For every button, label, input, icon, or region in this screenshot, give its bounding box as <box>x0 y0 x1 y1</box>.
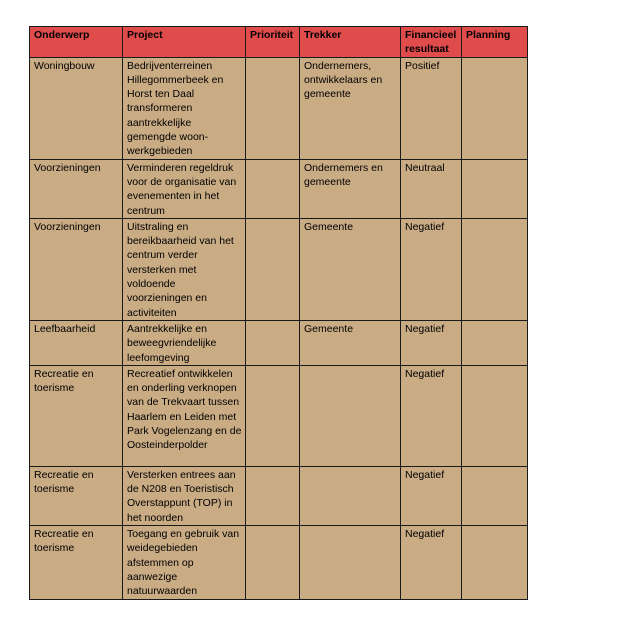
table-row <box>30 57 528 159</box>
cell-financieel-resultaat: Neutraal <box>401 159 462 218</box>
cell-trekker: Gemeente <box>300 218 401 320</box>
cell-onderwerp: Leefbaarheid <box>30 320 123 365</box>
header-trekker: Trekker <box>300 27 401 58</box>
cell-onderwerp: Voorzieningen <box>30 159 123 218</box>
cell-prioriteit <box>246 365 300 466</box>
table-row <box>30 320 528 365</box>
cell-onderwerp: Voorzieningen <box>30 218 123 320</box>
cell-financieel-resultaat: Positief <box>401 57 462 159</box>
cell-project: Recreatief ontwikkelen en onderling verknopen van de Trekvaart tussen Haarlem en Leiden met Park Vogelenzang en de Oosteinderpolder <box>123 365 246 466</box>
cell-financieel-resultaat: Negatief <box>401 218 462 320</box>
header-project: Project <box>123 27 246 58</box>
header-prioriteit: Prioriteit <box>246 27 300 58</box>
header-planning: Planning <box>462 27 528 58</box>
cell-planning <box>462 466 528 525</box>
cell-planning <box>462 57 528 159</box>
cell-prioriteit <box>246 466 300 525</box>
cell-trekker: Ondernemers en gemeente <box>300 159 401 218</box>
cell-onderwerp: Woningbouw <box>30 57 123 159</box>
cell-project: Bedrijventerreinen Hillegommerbeek en Horst ten Daal transformeren aantrekkelijke gemengde woon-werkgebieden <box>123 57 246 159</box>
table-header-row <box>30 27 528 58</box>
cell-onderwerp: Recreatie en toerisme <box>30 466 123 525</box>
cell-trekker: Ondernemers, ontwikkelaars en gemeente <box>300 57 401 159</box>
table-row <box>30 526 528 599</box>
cell-project: Aantrekkelijke en beweegvriendelijke leefomgeving <box>123 320 246 365</box>
cell-project: Versterken entrees aan de N208 en Toeristisch Overstappunt (TOP) in het noorden <box>123 466 246 525</box>
cell-trekker <box>300 466 401 525</box>
cell-trekker <box>300 526 401 599</box>
header-onderwerp: Onderwerp <box>30 27 123 58</box>
cell-financieel-resultaat: Negatief <box>401 320 462 365</box>
cell-prioriteit <box>246 218 300 320</box>
cell-onderwerp: Recreatie en toerisme <box>30 526 123 599</box>
cell-financieel-resultaat: Negatief <box>401 365 462 466</box>
cell-prioriteit <box>246 57 300 159</box>
cell-prioriteit <box>246 159 300 218</box>
project-table <box>29 26 528 600</box>
cell-project: Toegang en gebruik van weidegebieden afstemmen op aanwezige natuurwaarden <box>123 526 246 599</box>
header-financieel-resultaat: Financieel resultaat <box>401 27 462 58</box>
table-row <box>30 159 528 218</box>
cell-project: Uitstraling en bereikbaarheid van het centrum verder versterken met voldoende voorzieningen en activiteiten <box>123 218 246 320</box>
cell-planning <box>462 526 528 599</box>
cell-trekker: Gemeente <box>300 320 401 365</box>
cell-prioriteit <box>246 320 300 365</box>
cell-planning <box>462 159 528 218</box>
cell-financieel-resultaat: Negatief <box>401 466 462 525</box>
cell-prioriteit <box>246 526 300 599</box>
cell-trekker <box>300 365 401 466</box>
table-row <box>30 365 528 466</box>
cell-financieel-resultaat: Negatief <box>401 526 462 599</box>
table-row <box>30 218 528 320</box>
cell-planning <box>462 218 528 320</box>
cell-planning <box>462 320 528 365</box>
cell-planning <box>462 365 528 466</box>
cell-onderwerp: Recreatie en toerisme <box>30 365 123 466</box>
table-row <box>30 466 528 525</box>
cell-project: Verminderen regeldruk voor de organisatie van evenementen in het centrum <box>123 159 246 218</box>
